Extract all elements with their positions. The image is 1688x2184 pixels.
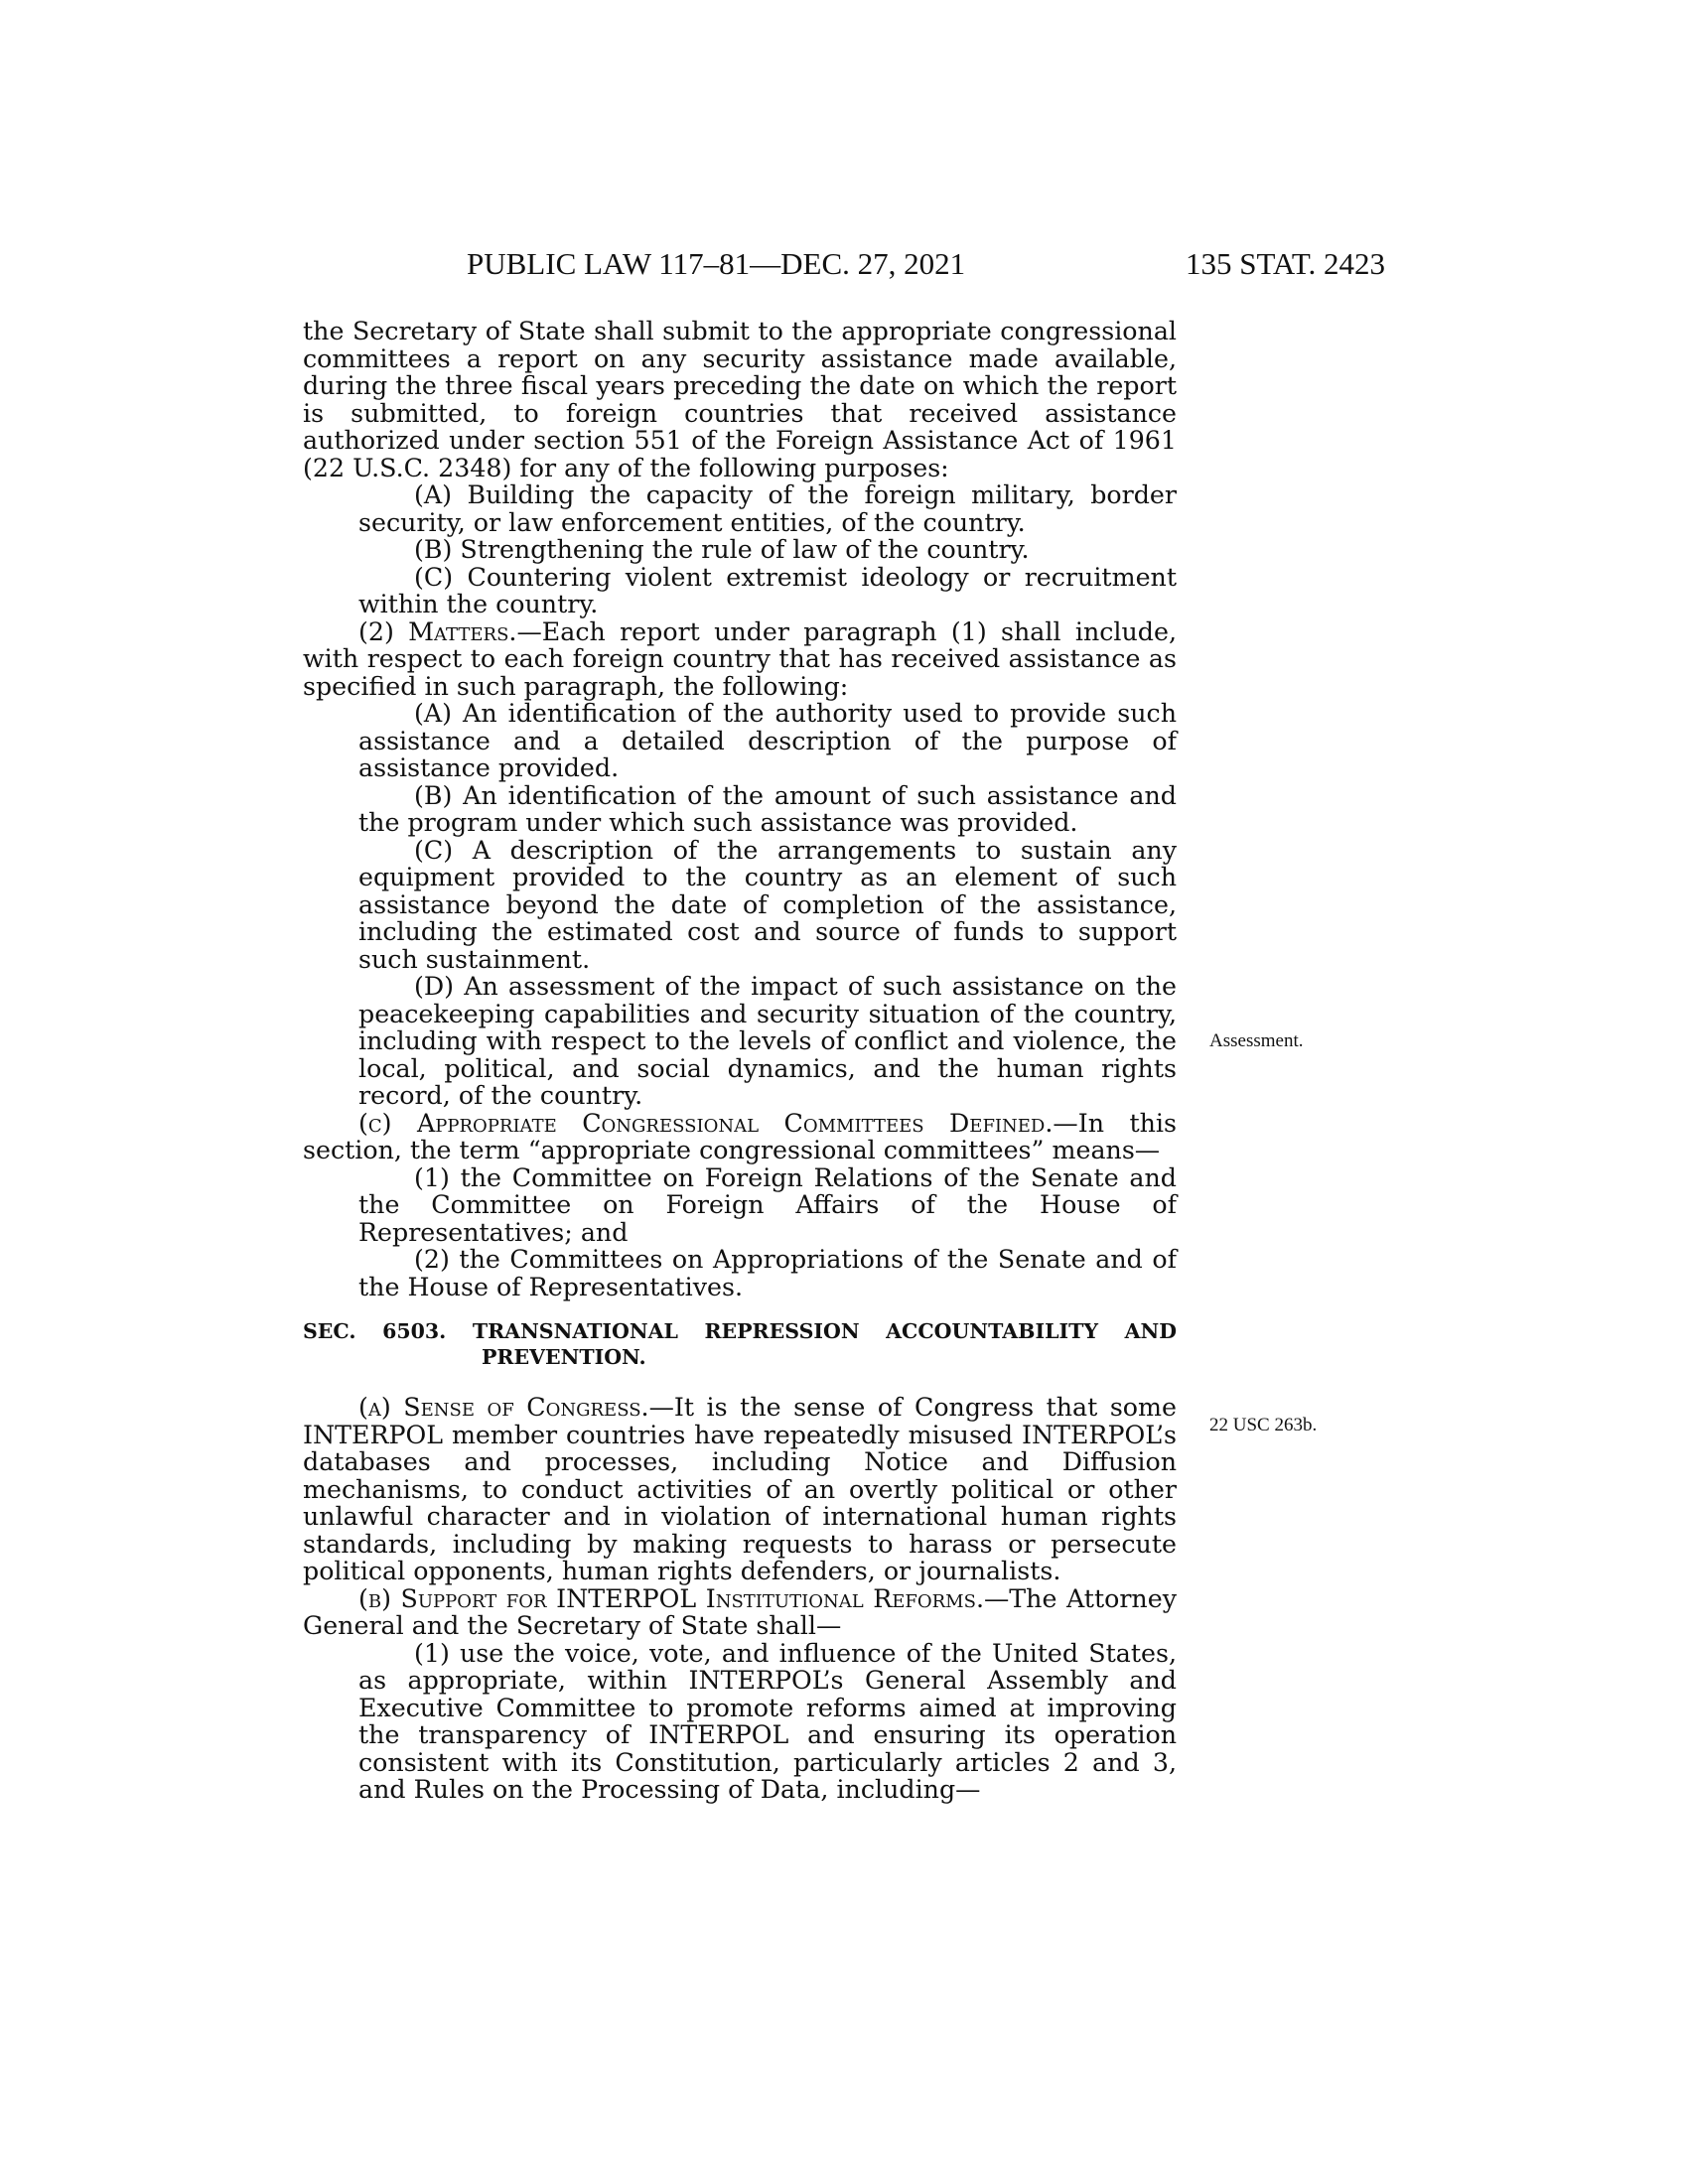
paragraph-interpol-reforms: (b) Support for INTERPOL Institutional Reforms.—The Attorney General and the Secretary of State shall—: [303, 1583, 1177, 1640]
paragraph-matters-d: (D) An assessment of the impact of such assistance on the peacekeeping capabilities and security situation of the country, including with respect to the levels of conflict and violence, the local, political, and social dynamics, and the human rights record, of the country.: [358, 972, 1177, 1110]
paragraph-committees-2: (2) the Committees on Appropriations of the Senate and of the House of Representatives.: [358, 1245, 1177, 1301]
paragraph-matters: (2) Matters.—Each report under paragraph (1) shall include, with respect to each foreign country that has received assistance as specified in such paragraph, the following:: [303, 616, 1177, 701]
paragraph-interpol-reforms-1: (1) use the voice, vote, and influence of the United States, as appropriate, within INTERPOL’s General Assembly and Executive Committee to promote reforms aimed at improving the transparency of INTERPOL and ensuring its operation consistent with its Constitution, particularly articles 2 and 3, and Rules on the Processing of Data, including—: [358, 1638, 1177, 1804]
paragraph-committees-defined: (c) Appropriate Congressional Committees Defined.—In this section, the term “appropriate congressional committees” means—: [303, 1108, 1178, 1164]
paragraph-purpose-b: (B) Strengthening the rule of law of the country.: [414, 535, 1030, 564]
paragraph-matters-a: (A) An identification of the authority used to provide such assistance and a detailed description of the purpose of assistance provided.: [358, 699, 1177, 782]
paragraph-purpose-a: (A) Building the capacity of the foreign military, border security, or law enforcement entities, of the country.: [358, 480, 1177, 537]
statute-page-number: 135 STAT. 2423: [1185, 246, 1385, 281]
section-number: SEC. 6503.: [303, 1319, 447, 1343]
paragraph-report-requirement: the Secretary of State shall submit to the appropriate congressional committees a report on any security assistance made available, during the three fiscal years preceding the date on which the report is submitted, to foreign countries that received assistance authorized under section 551 of the Foreign Assistance Act of 1961 (22 U.S.C. 2348) for any of the following purposes:: [303, 317, 1177, 482]
section-title: TRANSNATIONAL REPRESSION ACCOUNTABILITY AND PREVENTION.: [472, 1319, 1177, 1369]
margin-note-usc-citation: 22 USC 263b.: [1209, 1415, 1318, 1435]
running-header: [303, 246, 1385, 292]
section-heading: [303, 1318, 1177, 1370]
paragraph-matters-c: (C) A description of the arrangements to sustain any equipment provided to the country as an element of such assistance beyond the date of completion of the assistance, including the estimated cost and source of funds to support such sustainment.: [358, 835, 1177, 974]
paragraph-committees-1: (1) the Committee on Foreign Relations of the Senate and the Committee on Foreign Affairs of the House of Representatives; and: [358, 1162, 1177, 1247]
paragraph-sense-of-congress: (a) Sense of Congress.—It is the sense of Congress that some INTERPOL member countries have repeatedly misused INTERPOL’s databases and processes, including Notice and Diffusion mechanisms, to conduct activities of an overtly political or other unlawful character and in violation of international human rights standards, including by making requests to harass or persecute political opponents, human rights defenders, or journalists.: [303, 1393, 1177, 1585]
public-law-header: PUBLIC LAW 117–81—DEC. 27, 2021: [467, 246, 966, 281]
statute-body: [303, 318, 1177, 1804]
margin-note-assessment: Assessment.: [1209, 1030, 1304, 1051]
paragraph-matters-b: (B) An identification of the amount of such assistance and the program under which such assistance was provided.: [358, 780, 1177, 837]
paragraph-purpose-c: (C) Countering violent extremist ideology or recruitment within the country.: [358, 562, 1177, 618]
